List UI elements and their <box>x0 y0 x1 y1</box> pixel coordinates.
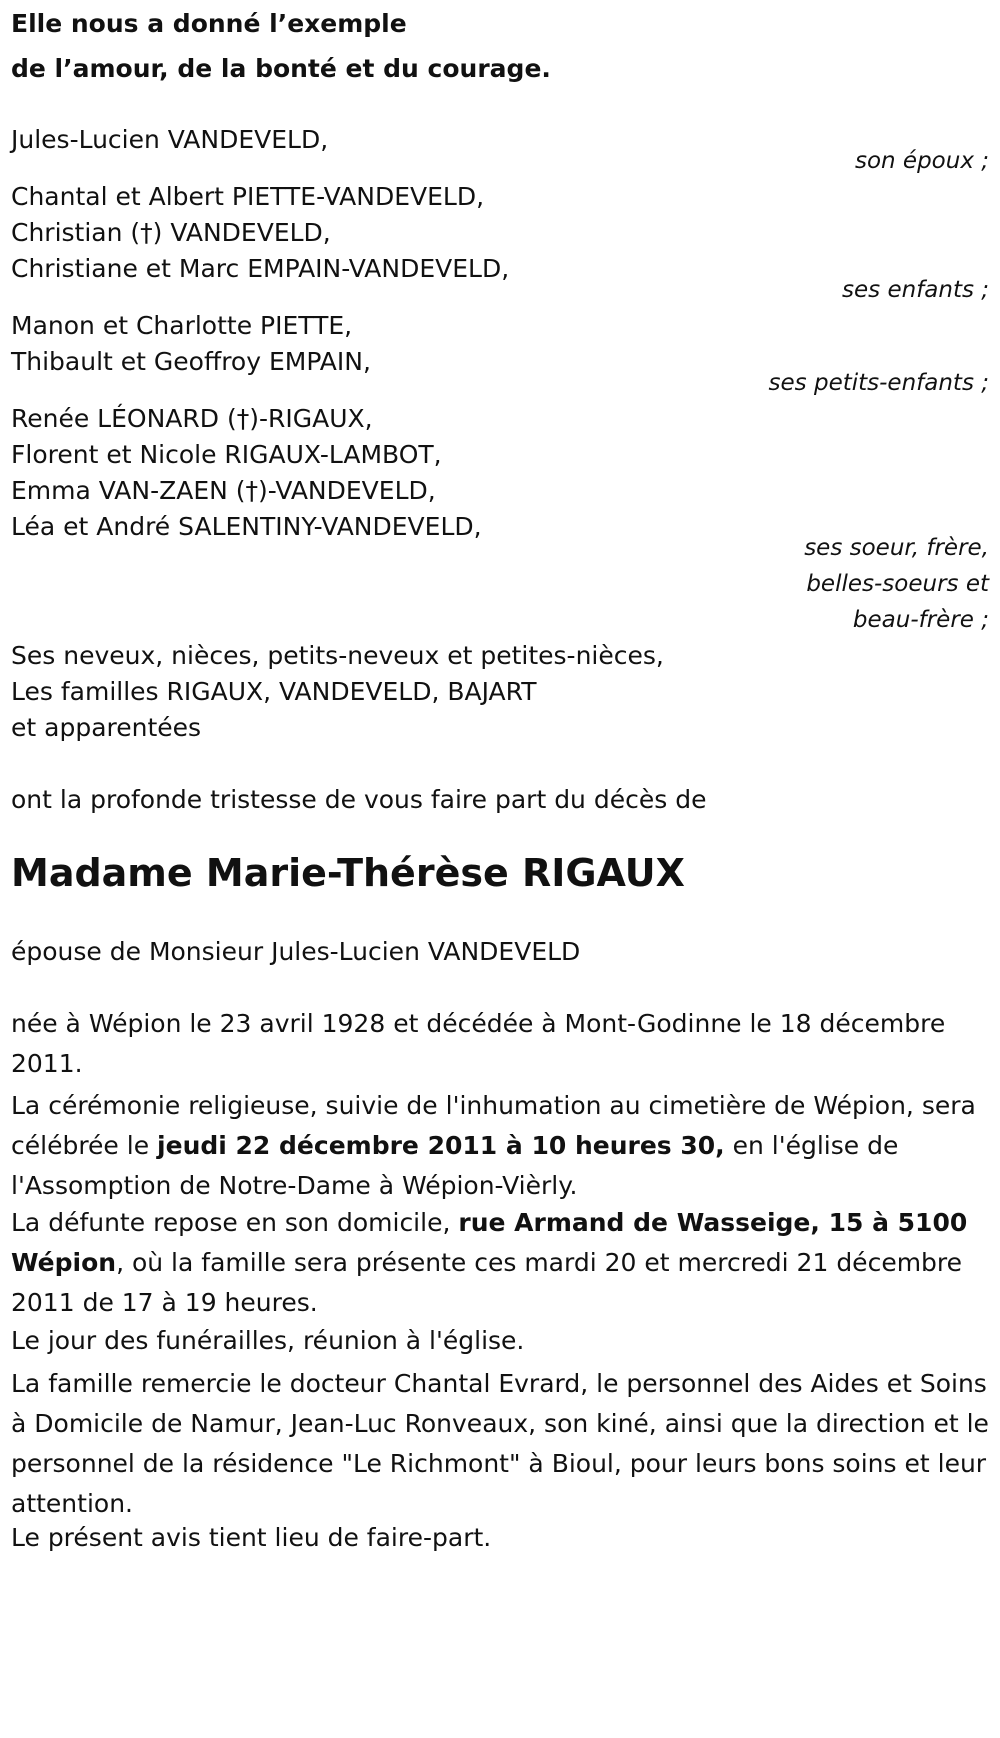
family-name-line: Christiane et Marc EMPAIN-VANDEVELD, <box>11 254 510 283</box>
family-name-line: Manon et Charlotte PIETTE, <box>11 311 353 340</box>
ceremony-place: en l'église de l'Assomption de Notre-Dame à Wépion-Vièrly. <box>11 1131 899 1200</box>
birth-death-paragraph: née à Wépion le 23 avril 1928 et décédée à Mont-Godinne le 18 décembre 2011. <box>11 1009 946 1078</box>
others-line: Ses neveux, nièces, petits-neveux et petites-nièces, <box>11 641 664 670</box>
family-name-line: Thibault et Geoffroy EMPAIN, <box>11 347 371 376</box>
intro-line-1: Elle nous a donné l’exemple <box>11 9 407 38</box>
relation-label: ses enfants ; <box>842 277 989 303</box>
ceremony-paragraph <box>11 1086 989 1206</box>
relation-label: son époux ; <box>854 148 989 174</box>
announcement-text: ont la profonde tristesse de vous faire part du décès de <box>11 785 707 814</box>
visitation-address: rue Armand de Wasseige, 15 à 5100 Wépion <box>11 1208 968 1277</box>
intro-line-2: de l’amour, de la bonté et du courage. <box>11 54 551 83</box>
family-name-line: Christian (†) VANDEVELD, <box>11 218 331 247</box>
relation-label: ses soeur, frère, <box>804 535 989 561</box>
family-name-line: Florent et Nicole RIGAUX-LAMBOT, <box>11 440 442 469</box>
others-line: et apparentées <box>11 713 202 742</box>
family-name-line: Jules-Lucien VANDEVELD, <box>11 125 329 154</box>
family-name-line: Chantal et Albert PIETTE-VANDEVELD, <box>11 182 485 211</box>
meeting-paragraph: Le jour des funérailles, réunion à l'église. <box>11 1326 525 1355</box>
closing-paragraph: Le présent avis tient lieu de faire-part. <box>11 1523 492 1552</box>
relation-label: ses petits-enfants ; <box>768 370 989 396</box>
family-name-line: Renée LÉONARD (†)-RIGAUX, <box>11 404 373 433</box>
family-name-line: Emma VAN-ZAEN (†)-VANDEVELD, <box>11 476 436 505</box>
others-line: Les familles RIGAUX, VANDEVELD, BAJART <box>11 677 537 706</box>
deceased-name: Madame Marie-Thérèse RIGAUX <box>11 851 685 895</box>
spouse-line: épouse de Monsieur Jules-Lucien VANDEVELD <box>11 937 581 966</box>
visitation-text: La défunte repose en son domicile, <box>11 1208 459 1237</box>
visitation-schedule: , où la famille sera présente ces mardi 20 et mercredi 21 décembre 2011 de 17 à 19 heures. <box>11 1248 963 1317</box>
family-name-line: Léa et André SALENTINY-VANDEVELD, <box>11 512 482 541</box>
ceremony-text: La cérémonie religieuse, suivie de l'inhumation au cimetière de Wépion, sera célébrée le <box>11 1091 976 1160</box>
relation-label: beau-frère ; <box>852 607 989 633</box>
visitation-paragraph <box>11 1203 989 1323</box>
ceremony-date: jeudi 22 décembre 2011 à 10 heures 30, <box>157 1131 725 1160</box>
thanks-paragraph: La famille remercie le docteur Chantal Evrard, le personnel des Aides et Soins à Domicile de Namur, Jean-Luc Ronveaux, son kiné, ainsi que la direction et le personnel de la résidence "Le Richmont" à Bioul, pour leurs bons soins et leur attention. <box>11 1369 989 1518</box>
relation-label: belles-soeurs et <box>806 571 989 597</box>
